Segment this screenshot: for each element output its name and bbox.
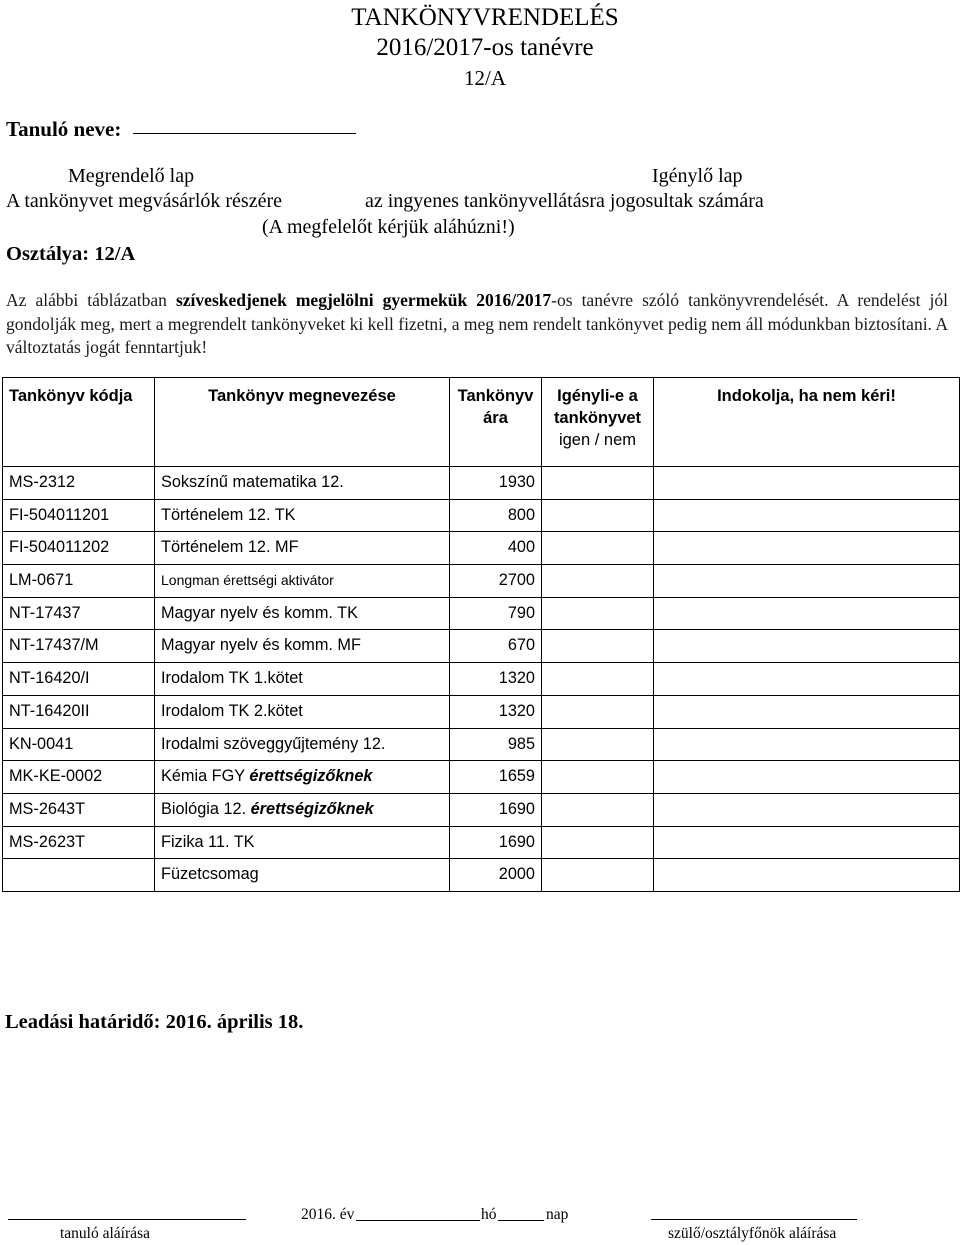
table-row (3, 761, 960, 794)
parent-signature-label: szülő/osztályfőnök aláírása (668, 1225, 837, 1242)
want-cell[interactable] (542, 793, 654, 826)
intro-text-1: Az alábbi táblázatban (6, 290, 167, 310)
want-cell[interactable] (542, 761, 654, 794)
want-cell[interactable] (542, 499, 654, 532)
book-code: MK-KE-0002 (3, 761, 155, 794)
student-name-line[interactable] (133, 133, 356, 134)
book-price: 1320 (450, 695, 542, 728)
book-code: MS-2623T (3, 826, 155, 859)
header-reason: Indokolja, ha nem kéri! (654, 378, 960, 467)
book-name-text: Kémia FGY (161, 767, 245, 786)
request-form-subtitle: az ingyenes tankönyvellátásra jogosultak számára (365, 190, 764, 212)
table-row (3, 695, 960, 728)
book-name-text: Magyar nyelv és komm. MF (161, 636, 361, 655)
header-price (450, 378, 542, 467)
book-name-emphasis: érettségizőknek (250, 799, 374, 818)
book-code: KN-0041 (3, 728, 155, 761)
book-price: 790 (450, 597, 542, 630)
book-name-text: Történelem 12. TK (161, 505, 296, 524)
book-name (155, 695, 450, 728)
book-price: 670 (450, 630, 542, 663)
reason-cell[interactable] (654, 761, 960, 794)
reason-cell[interactable] (654, 597, 960, 630)
class-heading: 12/A (464, 66, 506, 90)
table-row (3, 859, 960, 892)
book-price: 1659 (450, 761, 542, 794)
book-price: 1320 (450, 663, 542, 696)
header-code: Tankönyv kódja (3, 378, 155, 467)
table-header-row (3, 378, 960, 467)
book-code: NT-17437/M (3, 630, 155, 663)
want-cell[interactable] (542, 663, 654, 696)
book-name (155, 597, 450, 630)
book-price: 1690 (450, 793, 542, 826)
month-line[interactable] (356, 1220, 480, 1221)
intro-paragraph (6, 289, 948, 360)
request-form-title[interactable]: Igénylő lap (652, 165, 743, 187)
want-cell[interactable] (542, 728, 654, 761)
header-want-line3: igen / nem (558, 431, 637, 449)
page-title: TANKÖNYVRENDELÉS (351, 4, 619, 31)
book-name-text: Biológia 12. (161, 799, 247, 818)
book-name-emphasis: érettségizőknek (249, 767, 373, 786)
table-row (3, 597, 960, 630)
book-code: NT-17437 (3, 597, 155, 630)
book-code: LM-0671 (3, 565, 155, 598)
book-name (155, 467, 450, 500)
reason-cell[interactable] (654, 663, 960, 696)
book-code: FI-504011202 (3, 532, 155, 565)
reason-cell[interactable] (654, 793, 960, 826)
book-name (155, 728, 450, 761)
want-cell[interactable] (542, 695, 654, 728)
reason-cell[interactable] (654, 728, 960, 761)
book-name (155, 859, 450, 892)
book-name-text: Sokszínű matematika 12. (161, 473, 344, 491)
header-want-line2: tankönyvet (553, 409, 642, 427)
book-name (155, 630, 450, 663)
header-name: Tankönyv megnevezése (155, 378, 450, 467)
book-name (155, 826, 450, 859)
reason-cell[interactable] (654, 565, 960, 598)
book-name (155, 793, 450, 826)
order-form-title[interactable]: Megrendelő lap (68, 165, 195, 187)
book-name (155, 565, 450, 598)
table-row (3, 793, 960, 826)
book-price: 1690 (450, 826, 542, 859)
book-name-text: Irodalom TK 2.kötet (161, 701, 303, 720)
book-name (155, 761, 450, 794)
book-name-text: Longman érettségi aktivátor (161, 572, 334, 589)
table-row (3, 630, 960, 663)
book-price: 985 (450, 728, 542, 761)
want-cell[interactable] (542, 597, 654, 630)
book-price: 800 (450, 499, 542, 532)
reason-cell[interactable] (654, 826, 960, 859)
date-year: 2016. év (301, 1206, 355, 1223)
deadline: Leadási határidő: 2016. április 18. (5, 1011, 304, 1033)
class-line: Osztálya: 12/A (6, 243, 136, 265)
book-name-text: Füzetcsomag (161, 865, 259, 884)
student-signature-label: tanuló aláírása (60, 1225, 150, 1242)
book-price: 2000 (450, 859, 542, 892)
reason-cell[interactable] (654, 859, 960, 892)
intro-text-bold: szíveskedjenek megjelölni gyermekük 2016/2017 (175, 290, 552, 310)
book-price: 2700 (450, 565, 542, 598)
order-form-subtitle: A tankönyvet megvásárlók részére (6, 190, 283, 212)
intro-text-2: -os tanévre szóló tankönyvrendelését. A rendelést jól gondolják meg, mert a megrendelt tankönyveket ki kell fizetni, a meg nem rendelt tankönyvet pedig nem áll módunkban biztosítani. A változtatás jogát fenntartjuk! (6, 290, 948, 357)
underline-note: (A megfelelőt kérjük aláhúzni!) (262, 216, 515, 238)
want-cell[interactable] (542, 532, 654, 565)
student-name-label: Tanuló neve: (6, 117, 122, 141)
book-code: MS-2312 (3, 467, 155, 500)
book-code: MS-2643T (3, 793, 155, 826)
want-cell[interactable] (542, 467, 654, 500)
book-code: NT-16420/I (3, 663, 155, 696)
reason-cell[interactable] (654, 532, 960, 565)
date-month: hó (481, 1206, 497, 1223)
reason-cell[interactable] (654, 467, 960, 500)
want-cell[interactable] (542, 565, 654, 598)
book-code: FI-504011201 (3, 499, 155, 532)
want-cell[interactable] (542, 859, 654, 892)
table-row (3, 532, 960, 565)
header-want-line1: Igényli-e a (557, 387, 638, 405)
table-row (3, 467, 960, 500)
book-name (155, 663, 450, 696)
book-code: NT-16420II (3, 695, 155, 728)
book-code (3, 859, 155, 892)
book-name (155, 532, 450, 565)
textbook-table (2, 377, 960, 892)
student-signature-line[interactable] (8, 1219, 246, 1220)
table-row (3, 565, 960, 598)
header-price-line1: Tankönyv (457, 387, 534, 405)
book-name-text: Fizika 11. TK (161, 832, 255, 851)
reason-cell[interactable] (654, 499, 960, 532)
book-name (155, 499, 450, 532)
table-row (3, 663, 960, 696)
book-price: 400 (450, 532, 542, 565)
header-price-line2: ára (483, 409, 508, 427)
want-cell[interactable] (542, 630, 654, 663)
day-line[interactable] (498, 1220, 544, 1221)
date-day: nap (546, 1206, 569, 1223)
reason-cell[interactable] (654, 630, 960, 663)
book-price: 1930 (450, 467, 542, 500)
reason-cell[interactable] (654, 695, 960, 728)
table-row (3, 499, 960, 532)
book-name-text: Irodalmi szöveggyűjtemény 12. (161, 734, 386, 753)
table-row (3, 728, 960, 761)
parent-signature-line[interactable] (651, 1219, 857, 1220)
header-want (542, 378, 654, 467)
book-name-text: Irodalom TK 1.kötet (161, 669, 303, 688)
book-name-text: Magyar nyelv és komm. TK (161, 603, 358, 622)
book-name-text: Történelem 12. MF (161, 538, 299, 557)
table-row (3, 826, 960, 859)
want-cell[interactable] (542, 826, 654, 859)
page-subtitle: 2016/2017-os tanévre (376, 34, 594, 61)
